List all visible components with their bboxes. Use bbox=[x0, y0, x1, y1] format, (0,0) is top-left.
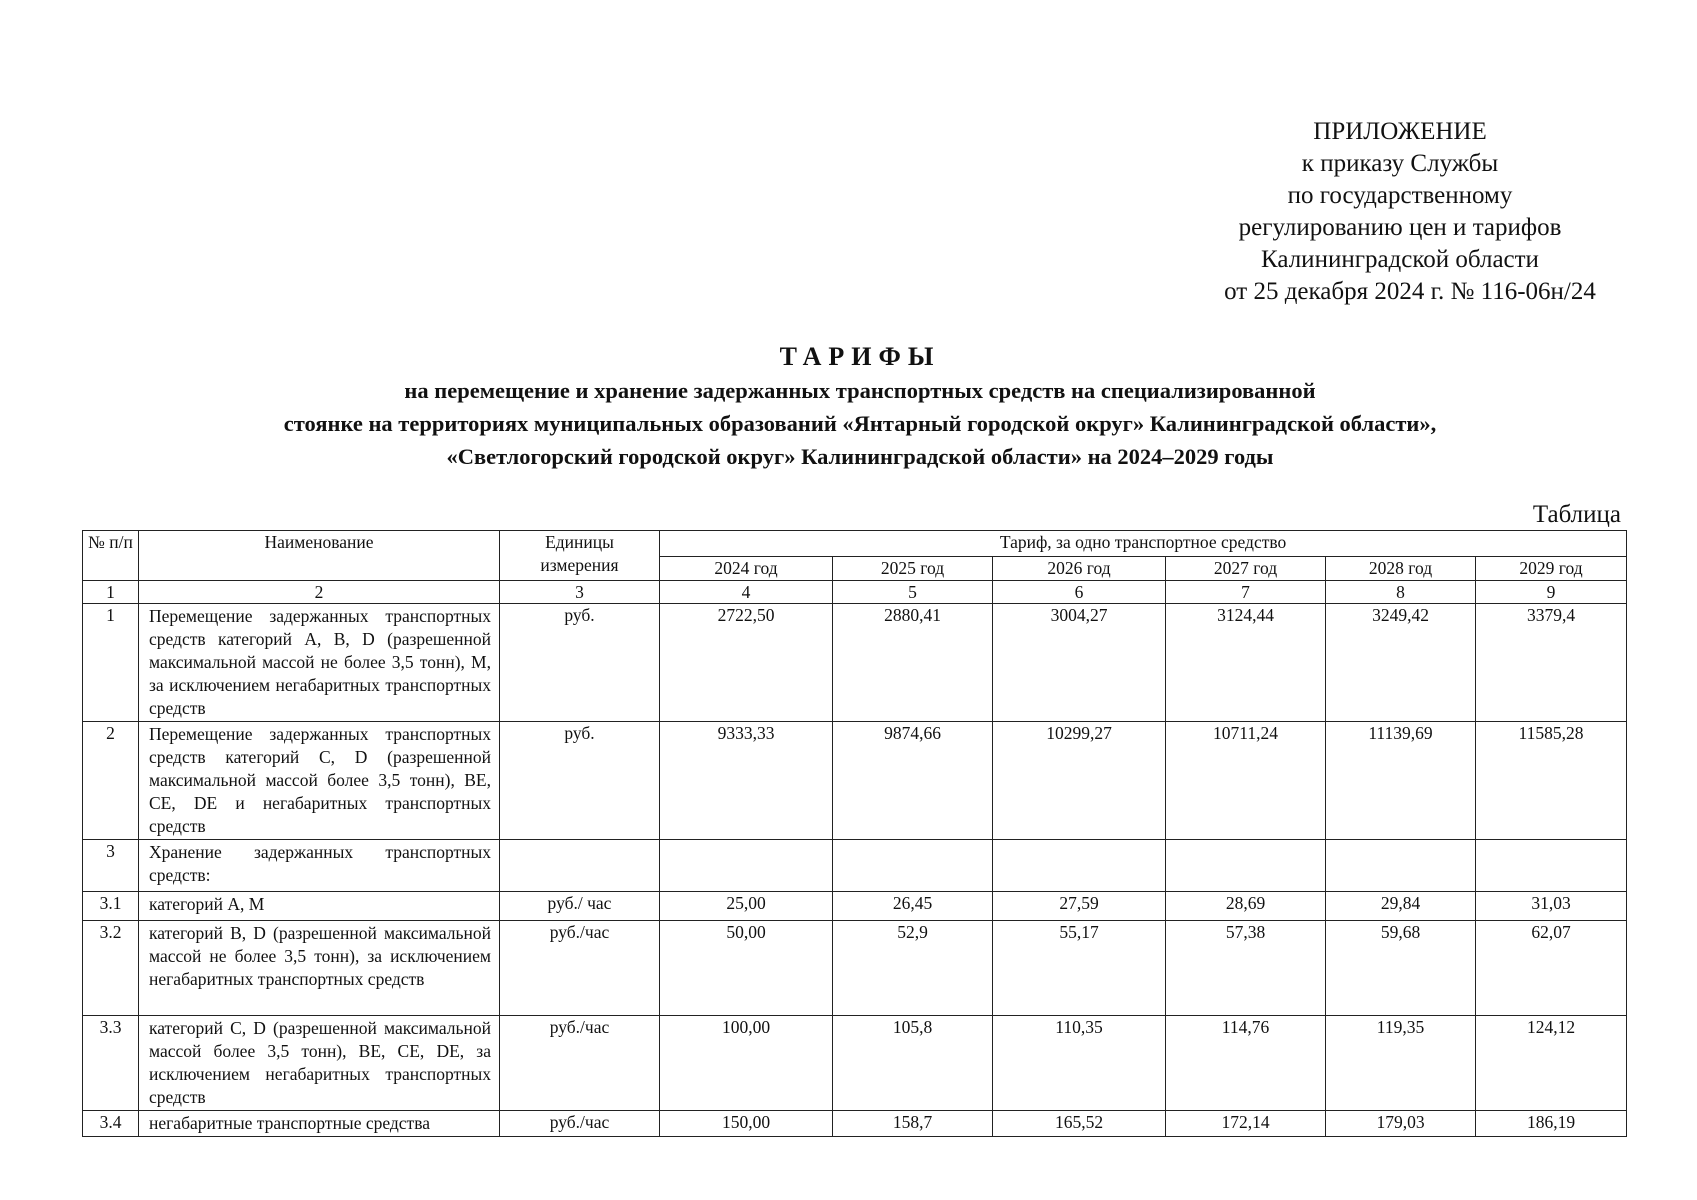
header-row-top bbox=[83, 531, 1627, 557]
row-value-2026: 110,35 bbox=[993, 1016, 1166, 1111]
row-value-2028: 179,03 bbox=[1326, 1111, 1476, 1137]
row-value-2024: 150,00 bbox=[660, 1111, 833, 1137]
row-value-2025: 26,45 bbox=[833, 892, 993, 921]
header-year: 2028 год bbox=[1326, 557, 1476, 581]
column-number: 5 bbox=[833, 581, 993, 604]
header-year: 2024 год bbox=[660, 557, 833, 581]
row-value-2028 bbox=[1326, 840, 1476, 892]
row-value-2024: 2722,50 bbox=[660, 604, 833, 722]
column-number: 9 bbox=[1476, 581, 1627, 604]
row-unit: руб. bbox=[500, 722, 660, 840]
row-value-2027: 3124,44 bbox=[1166, 604, 1326, 722]
header-num: № п/п bbox=[83, 531, 139, 581]
row-num: 3.2 bbox=[83, 921, 139, 1016]
appendix-header bbox=[1160, 116, 1640, 308]
table-caption: Таблица bbox=[1532, 501, 1621, 528]
row-value-2028: 11139,69 bbox=[1326, 722, 1476, 840]
row-value-2028: 119,35 bbox=[1326, 1016, 1476, 1111]
row-value-2025: 158,7 bbox=[833, 1111, 993, 1137]
header-year: 2027 год bbox=[1166, 557, 1326, 581]
row-unit: руб. bbox=[500, 604, 660, 722]
row-value-2025 bbox=[833, 840, 993, 892]
row-num: 1 bbox=[83, 604, 139, 722]
row-value-2027: 114,76 bbox=[1166, 1016, 1326, 1111]
appendix-line-order: от 25 декабря 2024 г. № 116-06н/24 bbox=[1224, 278, 1596, 305]
tariff-table bbox=[82, 530, 1627, 1137]
row-unit: руб./час bbox=[500, 1016, 660, 1111]
table-row bbox=[83, 722, 1627, 840]
appendix-line: ПРИЛОЖЕНИЕ bbox=[1313, 118, 1487, 145]
row-unit bbox=[500, 840, 660, 892]
row-value-2026: 55,17 bbox=[993, 921, 1166, 1016]
row-value-2024: 50,00 bbox=[660, 921, 833, 1016]
row-value-2029: 124,12 bbox=[1476, 1016, 1627, 1111]
appendix-line: к приказу Службы bbox=[1301, 150, 1499, 177]
row-unit: руб./ час bbox=[500, 892, 660, 921]
row-unit: руб./час bbox=[500, 921, 660, 1016]
row-name: Перемещение задержанных транспортных средств категорий A, B, D (разрешенной максимальной массой не более 3,5 тонн), M, за исключением негабаритных транспортных средств bbox=[139, 604, 500, 722]
column-number: 6 bbox=[993, 581, 1166, 604]
row-value-2029: 11585,28 bbox=[1476, 722, 1627, 840]
row-value-2025: 105,8 bbox=[833, 1016, 993, 1111]
row-value-2027: 57,38 bbox=[1166, 921, 1326, 1016]
appendix-line: регулированию цен и тарифов bbox=[1238, 214, 1562, 241]
row-num: 3.3 bbox=[83, 1016, 139, 1111]
column-number: 4 bbox=[660, 581, 833, 604]
column-number: 3 bbox=[500, 581, 660, 604]
column-number: 7 bbox=[1166, 581, 1326, 604]
row-value-2026: 165,52 bbox=[993, 1111, 1166, 1137]
row-num: 3.1 bbox=[83, 892, 139, 921]
document-title bbox=[90, 340, 1630, 473]
table-row bbox=[83, 921, 1627, 1016]
row-value-2024: 25,00 bbox=[660, 892, 833, 921]
row-value-2027: 28,69 bbox=[1166, 892, 1326, 921]
header-year: 2026 год bbox=[993, 557, 1166, 581]
row-value-2026: 27,59 bbox=[993, 892, 1166, 921]
row-value-2025: 2880,41 bbox=[833, 604, 993, 722]
row-value-2028: 59,68 bbox=[1326, 921, 1476, 1016]
row-value-2025: 52,9 bbox=[833, 921, 993, 1016]
table-row bbox=[83, 840, 1627, 892]
row-name: Хранение задержанных транспортных средств: bbox=[139, 840, 500, 892]
header-name: Наименование bbox=[139, 531, 500, 581]
appendix-line: Калининградской области bbox=[1261, 246, 1539, 273]
row-value-2029: 31,03 bbox=[1476, 892, 1627, 921]
row-num: 2 bbox=[83, 722, 139, 840]
row-name: категорий C, D (разрешенной максимальной массой более 3,5 тонн), BE, CE, DE, за исключением негабаритных транспортных средств bbox=[139, 1016, 500, 1111]
table-row bbox=[83, 604, 1627, 722]
row-value-2029: 3379,4 bbox=[1476, 604, 1627, 722]
row-value-2029: 62,07 bbox=[1476, 921, 1627, 1016]
row-value-2029 bbox=[1476, 840, 1627, 892]
row-num: 3.4 bbox=[83, 1111, 139, 1137]
row-num: 3 bbox=[83, 840, 139, 892]
row-value-2024: 9333,33 bbox=[660, 722, 833, 840]
row-name: Перемещение задержанных транспортных средств категорий C, D (разрешенной максимальной массой более 3,5 тонн), BE, CE, DE и негабаритных транспортных средств bbox=[139, 722, 500, 840]
column-number: 1 bbox=[83, 581, 139, 604]
appendix-line: по государственному bbox=[1287, 182, 1513, 209]
row-value-2024: 100,00 bbox=[660, 1016, 833, 1111]
row-value-2026: 3004,27 bbox=[993, 604, 1166, 722]
title-sub-line: на перемещение и хранение задержанных транспортных средств на специализированной bbox=[404, 378, 1316, 403]
row-name: негабаритные транспортные средства bbox=[139, 1111, 500, 1137]
row-value-2027: 172,14 bbox=[1166, 1111, 1326, 1137]
row-value-2028: 3249,42 bbox=[1326, 604, 1476, 722]
table-row bbox=[83, 1016, 1627, 1111]
title-sub-line: «Светлогорский городской округ» Калининградской области» на 2024–2029 годы bbox=[446, 444, 1274, 469]
row-value-2029: 186,19 bbox=[1476, 1111, 1627, 1137]
header-year: 2025 год bbox=[833, 557, 993, 581]
row-value-2028: 29,84 bbox=[1326, 892, 1476, 921]
column-number: 2 bbox=[139, 581, 500, 604]
row-value-2024 bbox=[660, 840, 833, 892]
table-row bbox=[83, 892, 1627, 921]
header-tariff-group: Тариф, за одно транспортное средство bbox=[660, 531, 1627, 557]
row-value-2027 bbox=[1166, 840, 1326, 892]
row-unit: руб./час bbox=[500, 1111, 660, 1137]
column-number: 8 bbox=[1326, 581, 1476, 604]
row-value-2026: 10299,27 bbox=[993, 722, 1166, 840]
table-row bbox=[83, 1111, 1627, 1137]
header-unit: Единицы измерения bbox=[500, 531, 660, 581]
header-year: 2029 год bbox=[1476, 557, 1627, 581]
row-name: категорий B, D (разрешенной максимальной массой не более 3,5 тонн), за исключением негабаритных транспортных средств bbox=[139, 921, 500, 1016]
row-value-2027: 10711,24 bbox=[1166, 722, 1326, 840]
column-numbers-row bbox=[83, 581, 1627, 604]
row-value-2025: 9874,66 bbox=[833, 722, 993, 840]
row-value-2026 bbox=[993, 840, 1166, 892]
row-name: категорий A, M bbox=[139, 892, 500, 921]
title-main: ТАРИФЫ bbox=[779, 342, 941, 371]
title-sub-line: стоянке на территориях муниципальных образований «Янтарный городской округ» Калининградской области», bbox=[283, 411, 1437, 436]
